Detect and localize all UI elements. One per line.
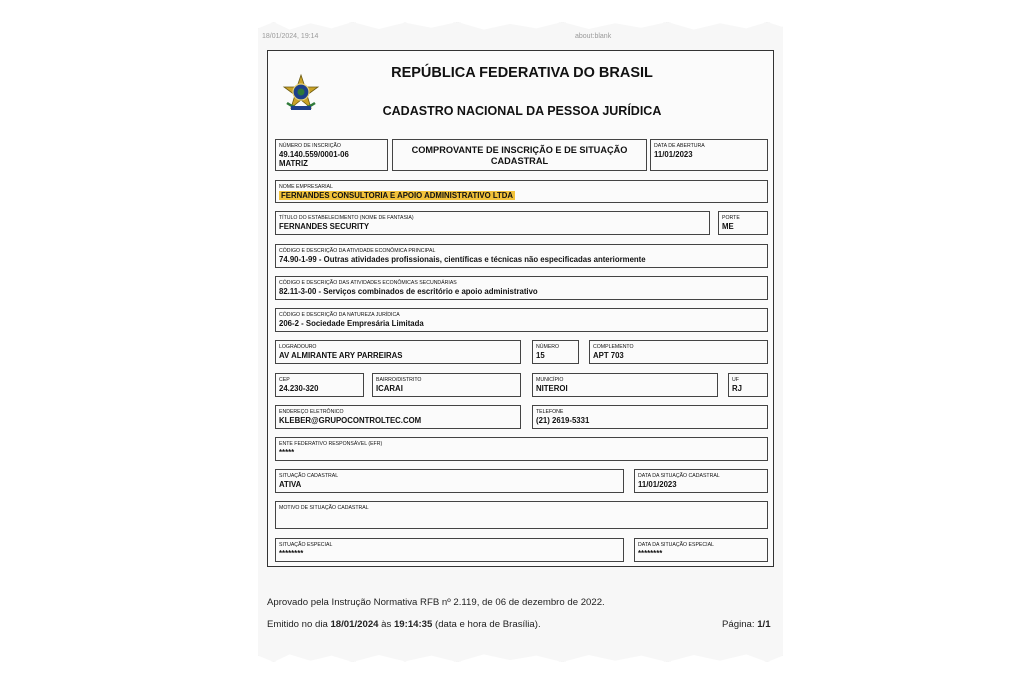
atividade-principal-value: 74.90-1-99 - Outras atividades profissionais, científicas e técnicas não especificadas anteriormente bbox=[279, 255, 646, 264]
data-abertura-value: 11/01/2023 bbox=[654, 150, 693, 159]
data-situacao-box bbox=[634, 469, 768, 493]
situacao-cadastral-box bbox=[275, 469, 624, 493]
uf-label: UF bbox=[732, 377, 739, 383]
efr-value: ***** bbox=[279, 448, 295, 457]
uf-value: RJ bbox=[732, 384, 742, 393]
nome-empresarial-label: NOME EMPRESARIAL bbox=[279, 184, 333, 190]
data-situacao-especial-box bbox=[634, 538, 768, 562]
porte-value: ME bbox=[722, 222, 734, 231]
numero-inscricao-box bbox=[275, 139, 388, 171]
email-value: KLEBER@GRUPOCONTROLTEC.COM bbox=[279, 416, 422, 425]
atividade-secundaria-value: 82.11-3-00 - Serviços combinados de escritório e apoio administrativo bbox=[279, 287, 538, 296]
footer-pagina: Página: 1/1 bbox=[722, 619, 771, 630]
cep-value: 24.230-320 bbox=[279, 384, 319, 393]
logradouro-box bbox=[275, 340, 521, 364]
nome-empresarial-value: FERNANDES CONSULTORIA E APOIO ADMINISTRATIVO LTDA bbox=[281, 191, 514, 200]
email-box bbox=[275, 405, 521, 429]
situacao-cadastral-value: ATIVA bbox=[279, 480, 302, 489]
numero-inscricao-type: MATRIZ bbox=[279, 159, 308, 168]
data-situacao-especial-value: ******** bbox=[638, 549, 663, 558]
cep-box bbox=[275, 373, 364, 397]
porte-label: PORTE bbox=[722, 215, 740, 221]
pagina-value: 1/1 bbox=[757, 619, 771, 630]
natureza-juridica-label: CÓDIGO E DESCRIÇÃO DA NATUREZA JURÍDICA bbox=[279, 312, 400, 318]
municipio-value: NITEROI bbox=[536, 384, 568, 393]
cep-label: CEP bbox=[279, 377, 290, 383]
telefone-box bbox=[532, 405, 768, 429]
porte-box bbox=[718, 211, 768, 235]
motivo-label: MOTIVO DE SITUAÇÃO CADASTRAL bbox=[279, 505, 369, 511]
comprovante-box bbox=[392, 139, 647, 171]
data-situacao-value: 11/01/2023 bbox=[638, 480, 677, 489]
print-datetime: 18/01/2024, 19:14 bbox=[262, 33, 319, 40]
document-title: REPÚBLICA FEDERATIVA DO BRASIL bbox=[391, 65, 653, 81]
natureza-juridica-value: 206-2 - Sociedade Empresária Limitada bbox=[279, 319, 424, 328]
efr-label: ENTE FEDERATIVO RESPONSÁVEL (EFR) bbox=[279, 441, 383, 447]
situacao-especial-box bbox=[275, 538, 624, 562]
municipio-box bbox=[532, 373, 718, 397]
atividade-principal-box bbox=[275, 244, 768, 268]
bairro-box bbox=[372, 373, 521, 397]
numero-value: 15 bbox=[536, 351, 545, 360]
nome-fantasia-label: TÍTULO DO ESTABELECIMENTO (NOME DE FANTASIA) bbox=[279, 215, 414, 221]
print-url: about:blank bbox=[575, 33, 612, 40]
complemento-value: APT 703 bbox=[593, 351, 624, 360]
atividade-secundaria-box bbox=[275, 276, 768, 300]
municipio-label: MUNICÍPIO bbox=[536, 377, 564, 383]
telefone-value: (21) 2619-5331 bbox=[536, 416, 590, 425]
numero-inscricao-label: NÚMERO DE INSCRIÇÃO bbox=[279, 143, 341, 149]
situacao-cadastral-label: SITUAÇÃO CADASTRAL bbox=[279, 473, 339, 479]
footer-emitido: Emitido no dia 18/01/2024 às 19:14:35 (data e hora de Brasília). bbox=[267, 619, 541, 630]
logradouro-label: LOGRADOURO bbox=[279, 344, 317, 350]
numero-label: NÚMERO bbox=[536, 344, 560, 350]
atividade-principal-label: CÓDIGO E DESCRIÇÃO DA ATIVIDADE ECONÔMICA PRINCIPAL bbox=[279, 248, 436, 254]
document-subtitle: CADASTRO NACIONAL DA PESSOA JURÍDICA bbox=[382, 104, 662, 118]
atividade-secundaria-label: CÓDIGO E DESCRIÇÃO DAS ATIVIDADES ECONÔMICAS SECUNDÁRIAS bbox=[279, 280, 457, 286]
numero-box bbox=[532, 340, 579, 364]
emitido-time: 19:14:35 bbox=[393, 619, 433, 630]
efr-box bbox=[275, 437, 768, 461]
comprovante-line1: COMPROVANTE DE INSCRIÇÃO E DE SITUAÇÃO bbox=[411, 145, 628, 155]
nome-empresarial-box bbox=[275, 180, 768, 203]
uf-box bbox=[728, 373, 768, 397]
numero-inscricao-value: 49.140.559/0001-06 bbox=[279, 150, 349, 159]
data-situacao-label: DATA DA SITUAÇÃO CADASTRAL bbox=[638, 473, 720, 479]
data-situacao-especial-label: DATA DA SITUAÇÃO ESPECIAL bbox=[638, 542, 714, 548]
bairro-value: ICARAI bbox=[376, 384, 403, 393]
nome-fantasia-value: FERNANDES SECURITY bbox=[279, 222, 370, 231]
emitido-date: 18/01/2024 bbox=[330, 619, 379, 630]
situacao-especial-label: SITUAÇÃO ESPECIAL bbox=[279, 542, 333, 548]
email-label: ENDEREÇO ELETRÔNICO bbox=[279, 409, 344, 415]
footer-aprovado: Aprovado pela Instrução Normativa RFB nº 2.119, de 06 de dezembro de 2022. bbox=[267, 597, 605, 608]
bairro-label: BAIRRO/DISTRITO bbox=[376, 377, 422, 383]
data-abertura-label: DATA DE ABERTURA bbox=[654, 143, 705, 149]
situacao-especial-value: ******** bbox=[279, 549, 304, 558]
brazil-coat-of-arms-icon bbox=[281, 73, 321, 113]
natureza-juridica-box bbox=[275, 308, 768, 332]
comprovante-line2: CADASTRAL bbox=[490, 156, 549, 166]
logradouro-value: AV ALMIRANTE ARY PARREIRAS bbox=[279, 351, 403, 360]
data-abertura-box bbox=[650, 139, 768, 171]
telefone-label: TELEFONE bbox=[536, 409, 564, 415]
motivo-box bbox=[275, 501, 768, 529]
nome-fantasia-box bbox=[275, 211, 710, 235]
complemento-box bbox=[589, 340, 768, 364]
complemento-label: COMPLEMENTO bbox=[593, 344, 634, 350]
